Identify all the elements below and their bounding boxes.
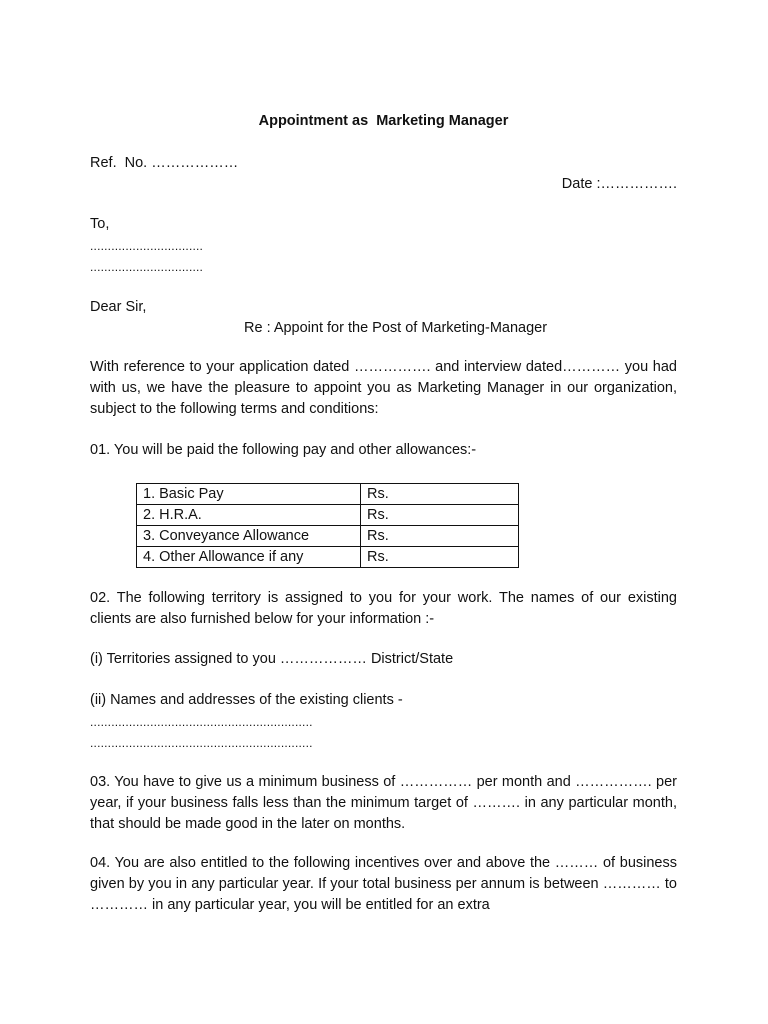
- date-line: Date :…………….: [561, 176, 677, 192]
- table-row: [137, 526, 519, 547]
- pay-allowances-table: [136, 483, 519, 568]
- table-row: [137, 484, 519, 505]
- intro-paragraph: With reference to your application dated ……………. and interview dated………… you had with us, we have the pleasure to appoint you as Marketing Manager in our organization, subject to the following terms and conditions:: [90, 359, 677, 417]
- table-cell-item: 2. H.R.A.: [137, 505, 361, 526]
- table-cell-value: Rs.: [361, 505, 519, 526]
- reference-number: Ref. No. ………………: [90, 155, 239, 171]
- clause-02-territories: (i) Territories assigned to you ……………… District/State: [90, 651, 454, 667]
- address-line-2: ................................: [90, 260, 204, 274]
- clients-line-2: ...............................................................: [90, 736, 313, 750]
- clause-04: 04. You are also entitled to the following incentives over and above the ……… of business given by you in any particular year. If your total business per annum is between ………… to ………… in any particular year, you will be entitled for an extra: [90, 855, 677, 913]
- letter-title: Appointment as Marketing Manager: [258, 113, 509, 129]
- clause-03: 03. You have to give us a minimum business of …………… per month and ……………. per year, if your business falls less than the minimum target of ………. in any particular month, that should be made good in the later on months.: [90, 774, 677, 832]
- salutation: Dear Sir,: [90, 299, 147, 315]
- clause-02: 02. The following territory is assigned to you for your work. The names of our existing clients are also furnished below for your information :-: [90, 590, 677, 627]
- subject-line: Re : Appoint for the Post of Marketing-Manager: [244, 320, 548, 336]
- table-cell-item: 4. Other Allowance if any: [137, 547, 361, 568]
- table-cell-item: 1. Basic Pay: [137, 484, 361, 505]
- table-cell-value: Rs.: [361, 484, 519, 505]
- to-label: To,: [90, 216, 110, 232]
- table-row: [137, 547, 519, 568]
- table-cell-value: Rs.: [361, 526, 519, 547]
- table-row: [137, 505, 519, 526]
- clause-02-clients: (ii) Names and addresses of the existing clients -: [90, 692, 403, 708]
- clause-01: 01. You will be paid the following pay and other allowances:-: [90, 442, 477, 458]
- table-cell-value: Rs.: [361, 547, 519, 568]
- address-line-1: ................................: [90, 239, 204, 253]
- table-cell-item: 3. Conveyance Allowance: [137, 526, 361, 547]
- clients-line-1: ...............................................................: [90, 715, 313, 729]
